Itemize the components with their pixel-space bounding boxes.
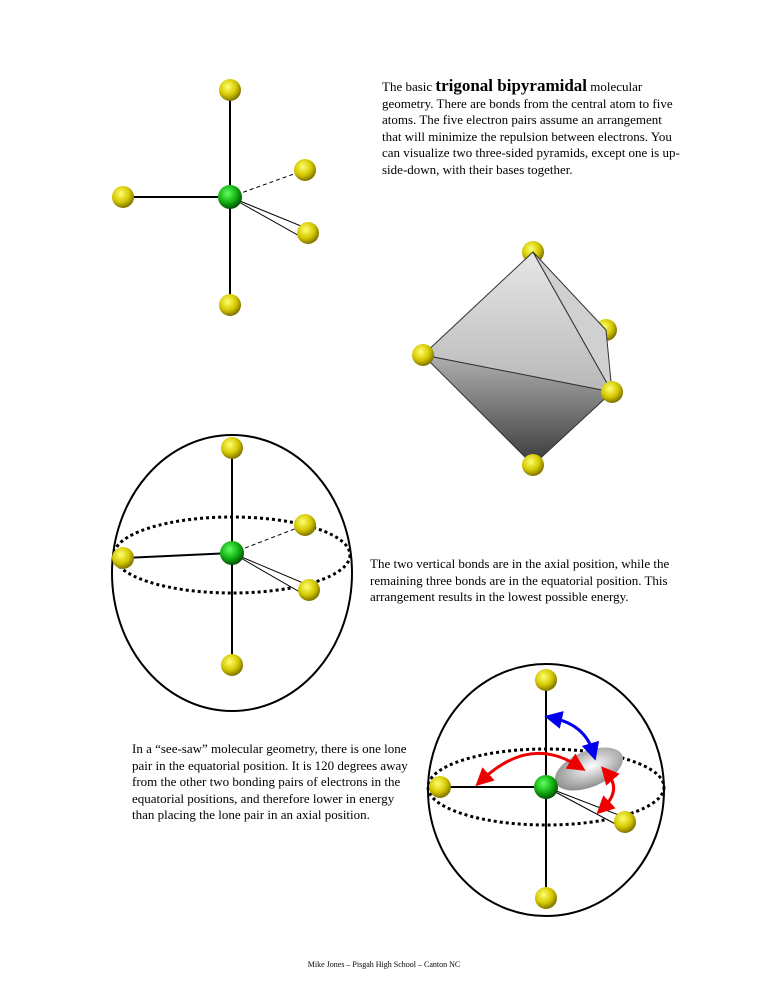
intro-rest: molecular geometry. There are bonds from the central atom to five atoms. The five electron pairs assume an arrangement that will minimize the repulsion between electrons. You can visualize two three-sided pyramids, except one is up-side-down, with their bases together. (382, 79, 680, 177)
lone-pair (549, 739, 629, 799)
molecule-diagram-basic (112, 79, 319, 316)
footer: Mike Jones – Pisgah High School – Canton NC (307, 960, 461, 969)
bipyramid-diagram (412, 241, 623, 476)
axial-equatorial-diagram (112, 435, 352, 711)
intro-prefix: The basic (382, 79, 436, 94)
seesaw-paragraph: In a “see-saw” molecular geometry, there is one lone pair in the equatorial position. It is 120 degrees away from the other two bonding pairs of electrons in the equatorial positions, and therefore lower in energy than placing the lone pair in an axial position. (132, 741, 408, 822)
intro-paragraph (382, 78, 682, 178)
axial-paragraph: The two vertical bonds are in the axial position, while the remaining three bonds are in the equatorial position. This arrangement results in the lowest possible energy. (370, 556, 670, 604)
intro-term: trigonal bipyramidal (435, 76, 588, 95)
see-saw-diagram (428, 664, 664, 916)
axial-repulsion-arrow (553, 718, 593, 752)
